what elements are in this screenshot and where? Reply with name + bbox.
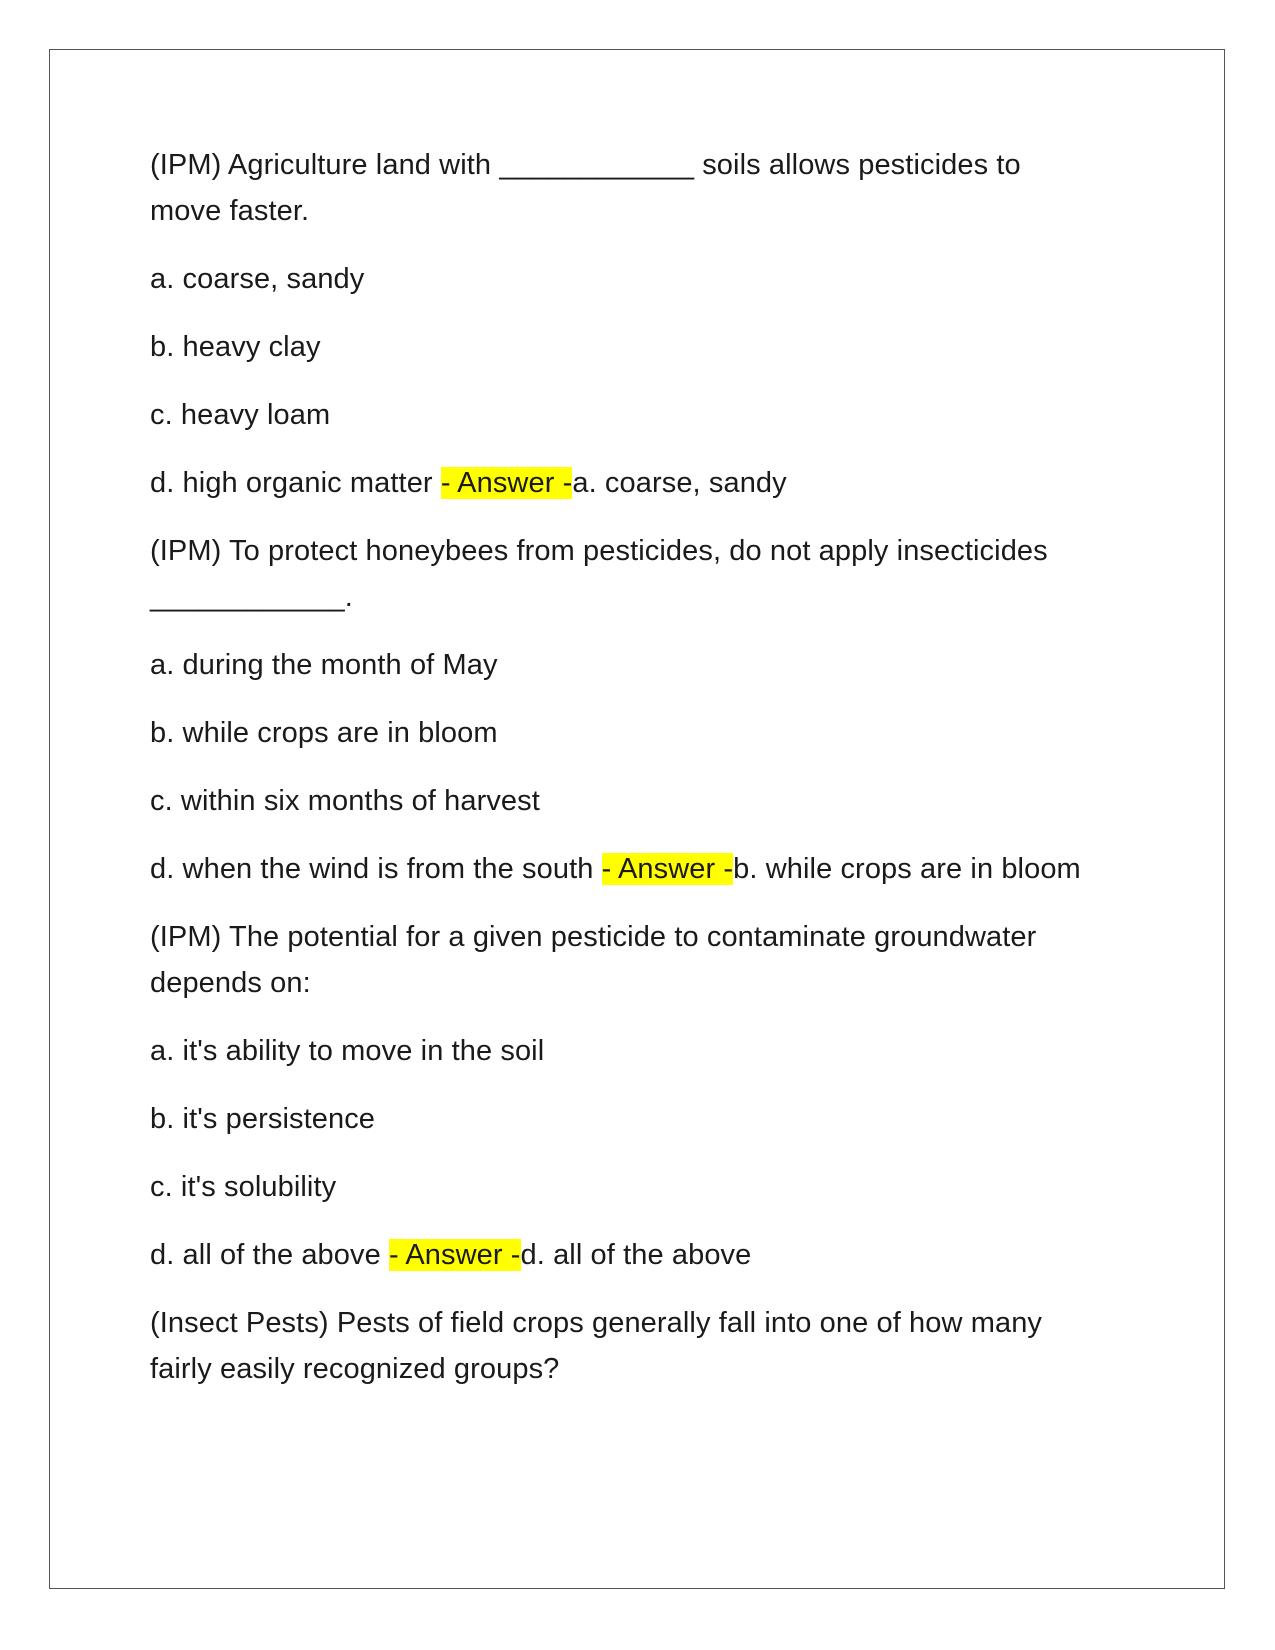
answer-option-b: b. while crops are in bloom [150, 717, 498, 749]
answer-option-d: d. when the wind is from the south [150, 853, 602, 885]
question-stem: (IPM) To protect honeybees from pesticides, do not apply insecticides ____________. [150, 535, 1048, 613]
answer-option-a: a. coarse, sandy [150, 263, 365, 295]
correct-answer: d. all of the above [520, 1239, 752, 1271]
answer-option-c: c. heavy loam [150, 399, 331, 431]
answer-option-d-with-answer [150, 846, 1100, 892]
answer-option-d: d. high organic matter [150, 467, 441, 499]
document-body [150, 142, 1100, 1414]
answer-marker-highlight: - Answer - [601, 853, 734, 885]
answer-marker-highlight: - Answer - [389, 1239, 521, 1271]
answer-option-c: c. it's solubility [150, 1171, 337, 1203]
answer-option-a: a. it's ability to move in the soil [150, 1035, 545, 1067]
question-stem: (IPM) Agriculture land with ____________ soils allows pesticides to move faster. [150, 149, 1021, 227]
answer-option-d-with-answer [150, 460, 1100, 506]
question-stem: (Insect Pests) Pests of field crops generally fall into one of how many fairly easily recognized groups? [150, 1307, 1043, 1385]
question-stem: (IPM) The potential for a given pesticide to contaminate groundwater depends on: [150, 921, 1037, 999]
answer-option-b: b. heavy clay [150, 331, 321, 363]
answer-option-d-with-answer [150, 1232, 1100, 1278]
answer-option-c: c. within six months of harvest [150, 785, 540, 817]
correct-answer: b. while crops are in bloom [733, 853, 1081, 885]
answer-option-b: b. it's persistence [150, 1103, 376, 1135]
answer-option-a: a. during the month of May [150, 649, 498, 681]
answer-option-d: d. all of the above [150, 1239, 389, 1271]
answer-marker-highlight: - Answer - [440, 467, 573, 499]
correct-answer: a. coarse, sandy [572, 467, 787, 499]
